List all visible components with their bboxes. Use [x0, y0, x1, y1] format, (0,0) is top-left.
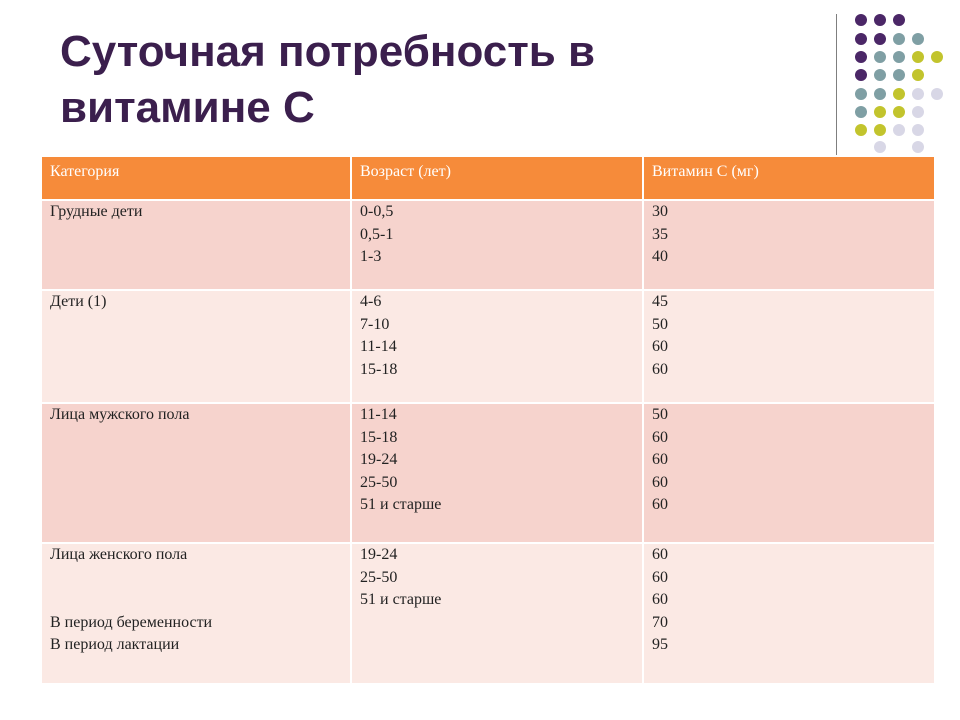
decor-dot: [855, 33, 867, 45]
decor-dot: [874, 106, 886, 118]
category-text: [50, 589, 342, 612]
vitamin-value: 60: [652, 428, 668, 446]
vitamin-cell: [643, 290, 935, 403]
decor-dot: [855, 14, 867, 26]
age-value: 51 и старше: [360, 496, 442, 513]
category-text: Лица женского пола: [50, 546, 188, 563]
category-text: Лица мужского пола: [50, 406, 190, 423]
decor-dot: [893, 14, 905, 26]
age-value: 1-3: [360, 248, 382, 265]
title-line-1: Суточная потребность в: [60, 27, 596, 76]
category-cell: [41, 290, 351, 403]
decor-dot: [912, 69, 924, 81]
decor-dot: [855, 51, 867, 63]
decor-dot: [855, 106, 867, 118]
vitamin-c-table: [40, 155, 936, 685]
age-cell: [351, 543, 643, 684]
decor-dot: [874, 33, 886, 45]
decor-dot: [874, 124, 886, 136]
vitamin-value: 60: [652, 568, 668, 586]
age-value: 25-50: [360, 568, 398, 586]
vitamin-value: 60: [652, 451, 668, 468]
category-cell: [41, 543, 351, 684]
table-row: [41, 403, 935, 543]
decor-dot: [912, 51, 924, 63]
age-value: 15-18: [360, 428, 398, 446]
decor-dot: [874, 51, 886, 63]
vitamin-value: 60: [652, 591, 668, 608]
decor-dot: [893, 88, 905, 100]
age-cell: [351, 403, 643, 543]
category-cell: [41, 200, 351, 290]
decor-dot: [874, 141, 886, 153]
age-value: 25-50: [360, 473, 398, 491]
age-value: 15-18: [360, 360, 398, 378]
age-value: 0-0,5: [360, 203, 394, 220]
decor-dot: [893, 33, 905, 45]
category-text: В период лактации: [50, 636, 180, 653]
vitamin-value: 60: [652, 473, 668, 491]
table-header-row: [41, 156, 935, 200]
header-vitamin-c: Витамин С (мг): [643, 156, 935, 200]
age-value: 51 и старше: [360, 591, 442, 608]
decor-dot: [855, 88, 867, 100]
vitamin-value: 50: [652, 315, 668, 333]
age-value: 7-10: [360, 315, 390, 333]
decor-dot: [874, 14, 886, 26]
decor-dot: [912, 141, 924, 153]
category-text: В период беременности: [50, 613, 213, 631]
header-age: Возраст (лет): [351, 156, 643, 200]
decor-dot: [893, 124, 905, 136]
vitamin-value: 95: [652, 636, 668, 653]
vitamin-value: 60: [652, 496, 668, 513]
decor-dot: [893, 106, 905, 118]
decor-dot: [874, 69, 886, 81]
decorative-dot-grid: [850, 14, 946, 156]
age-value: 19-24: [360, 451, 398, 468]
category-cell: [41, 403, 351, 543]
vitamin-value: 30: [652, 203, 668, 220]
decor-dot: [931, 88, 943, 100]
age-value: 0,5-1: [360, 225, 394, 243]
vitamin-value: 45: [652, 293, 668, 310]
decor-dot: [874, 88, 886, 100]
vitamin-value: 60: [652, 546, 668, 563]
category-text: [50, 567, 342, 590]
vitamin-cell: [643, 403, 935, 543]
vitamin-value: 50: [652, 406, 668, 423]
age-cell: [351, 200, 643, 290]
title-divider: [836, 14, 837, 156]
decor-dot: [855, 124, 867, 136]
table-row: [41, 200, 935, 290]
header-category: Категория: [41, 156, 351, 200]
vitamin-cell: [643, 200, 935, 290]
decor-dot: [893, 51, 905, 63]
category-text: Дети (1): [50, 293, 107, 310]
age-value: 11-14: [360, 338, 397, 355]
vitamin-value: 35: [652, 225, 668, 243]
vitamin-cell: [643, 543, 935, 684]
decor-dot: [912, 124, 924, 136]
vitamin-value: 60: [652, 338, 668, 355]
slide-title: [60, 24, 820, 136]
category-text: Грудные дети: [50, 203, 143, 220]
decor-dot: [912, 33, 924, 45]
age-value: 19-24: [360, 546, 398, 563]
age-cell: [351, 290, 643, 403]
age-value: 4-6: [360, 293, 382, 310]
title-line-2: витамине С: [60, 83, 315, 132]
decor-dot: [931, 51, 943, 63]
decor-dot: [912, 88, 924, 100]
decor-dot: [912, 106, 924, 118]
decor-dot: [855, 69, 867, 81]
table-row: [41, 543, 935, 684]
age-value: 11-14: [360, 406, 397, 423]
vitamin-value: 70: [652, 613, 668, 631]
table-row: [41, 290, 935, 403]
vitamin-value: 60: [652, 360, 668, 378]
vitamin-value: 40: [652, 248, 668, 265]
decor-dot: [893, 69, 905, 81]
